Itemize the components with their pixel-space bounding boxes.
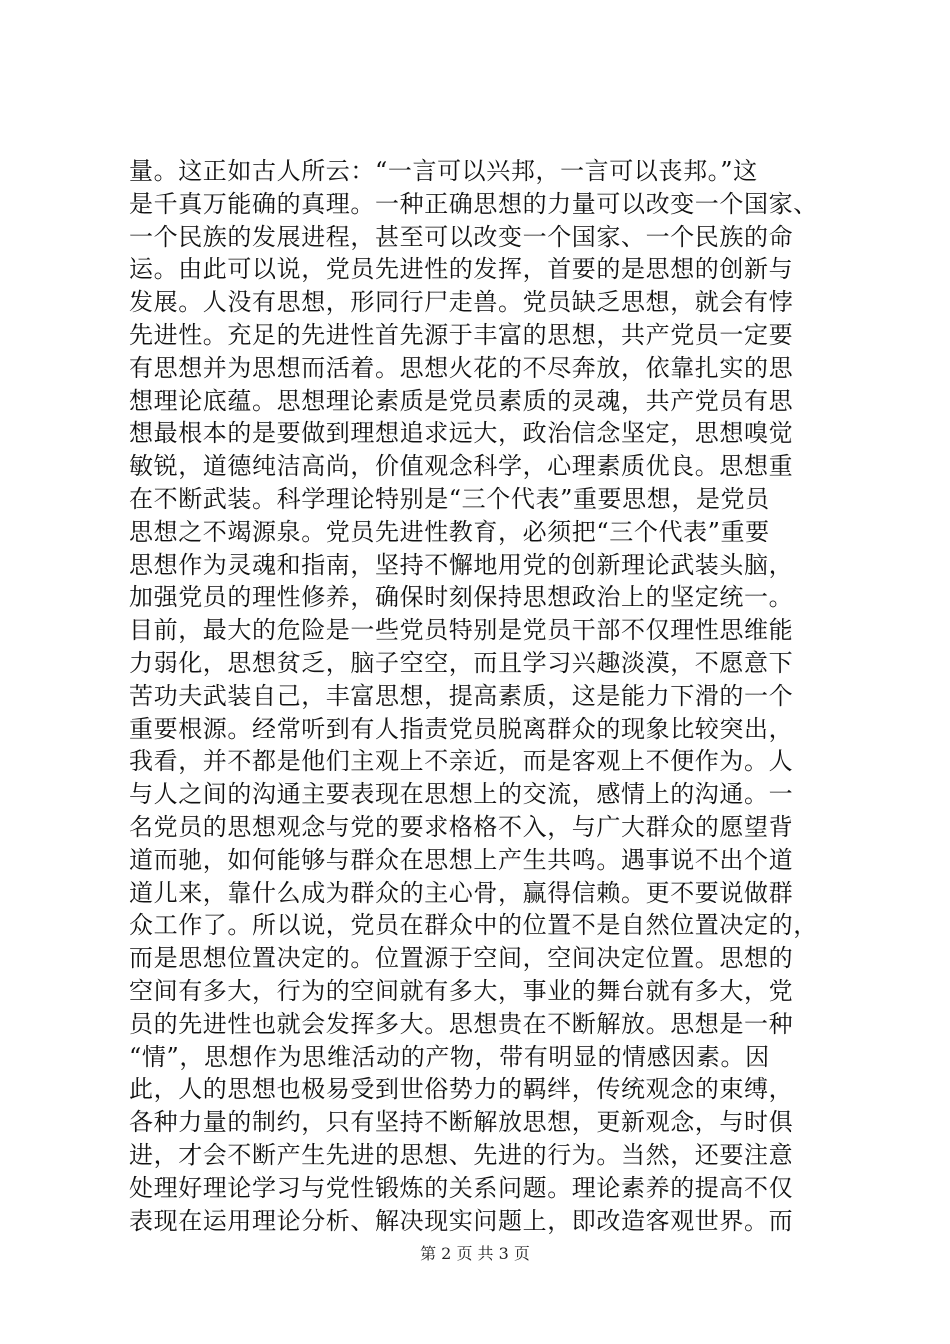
text-line: 表现在运用理论分析、解决现实问题上，即改造客观世界。而: [129, 1206, 794, 1235]
text-line: 处理好理论学习与党性锻炼的关系问题。理论素养的提高不仅: [129, 1173, 794, 1202]
text-line: 目前，最大的危险是一些党员特别是党员干部不仅理性思维能: [129, 616, 794, 645]
text-line: 想理论底蕴。思想理论素质是党员素质的灵魂，共产党员有思: [129, 386, 794, 415]
text-line: 运。由此可以说，党员先进性的发挥，首要的是思想的创新与: [129, 255, 794, 284]
text-line: 量。这正如古人所云：“一言可以兴邦，一言可以丧邦。”这: [129, 157, 758, 185]
text-line: 力弱化，思想贫乏，脑子空空，而且学习兴趣淡漠，不愿意下: [129, 648, 794, 677]
text-line: 苦功夫武装自己，丰富思想，提高素质，这是能力下滑的一个: [129, 681, 794, 710]
text-line: 重要根源。经常听到有人指责党员脱离群众的现象比较突出，: [129, 714, 794, 743]
text-line: 思想作为灵魂和指南，坚持不懈地用党的创新理论武装头脑，: [129, 550, 794, 579]
text-line: 一个民族的发展进程，甚至可以改变一个国家、一个民族的命: [129, 222, 794, 251]
text-line: 空间有多大，行为的空间就有多大，事业的舞台就有多大，党: [129, 976, 794, 1005]
text-line: 进，才会不断产生先进的思想、先进的行为。当然，还要注意: [129, 1140, 794, 1169]
text-line: 此，人的思想也极易受到世俗势力的羁绊，传统观念的束缚，: [129, 1075, 794, 1104]
text-line: 与人之间的沟通主要表现在思想上的交流，感情上的沟通。一: [129, 780, 794, 809]
text-line: 有思想并为思想而活着。思想火花的不尽奔放，依靠扎实的思: [129, 353, 794, 382]
text-line: 是千真万能确的真理。一种正确思想的力量可以改变一个国家、: [129, 189, 818, 218]
text-line: 名党员的思想观念与党的要求格格不入，与广大群众的愿望背: [129, 812, 794, 841]
text-line: 我看，并不都是他们主观上不亲近，而是客观上不便作为。人: [129, 747, 794, 776]
text-line: 众工作了。所以说，党员在群众中的位置不是自然位置决定的，: [129, 911, 818, 940]
page-footer: 第 2 页 共 3 页: [420, 1244, 530, 1263]
text-line: 各种力量的制约，只有坚持不断解放思想，更新观念，与时俱: [129, 1108, 794, 1137]
text-line: 而是思想位置决定的。位置源于空间，空间决定位置。思想的: [129, 944, 794, 973]
text-line: 加强党员的理性修养，确保时刻保持思想政治上的坚定统一。: [129, 583, 794, 612]
text-line: 在不断武装。科学理论特别是“三个代表”重要思想，是党员: [129, 484, 770, 513]
text-line: 敏锐，道德纯洁高尚，价值观念科学，心理素质优良。思想重: [129, 452, 794, 481]
text-line: “情”，思想作为思维活动的产物，带有明显的情感因素。因: [129, 1042, 770, 1071]
body-text: [129, 155, 849, 1237]
text-line: 先进性。充足的先进性首先源于丰富的思想，共产党员一定要: [129, 320, 794, 349]
text-line: 发展。人没有思想，形同行尸走兽。党员缺乏思想，就会有悖: [129, 288, 794, 317]
text-line: 道儿来，靠什么成为群众的主心骨，赢得信赖。更不要说做群: [129, 878, 794, 907]
text-line: 员的先进性也就会发挥多大。思想贵在不断解放。思想是一种: [129, 1009, 794, 1038]
text-line: 想最根本的是要做到理想追求远大，政治信念坚定，思想嗅觉: [129, 419, 794, 448]
text-line: 思想之不竭源泉。党员先进性教育，必须把“三个代表”重要: [129, 517, 770, 546]
text-line: 道而驰，如何能够与群众在思想上产生共鸣。遇事说不出个道: [129, 845, 794, 874]
